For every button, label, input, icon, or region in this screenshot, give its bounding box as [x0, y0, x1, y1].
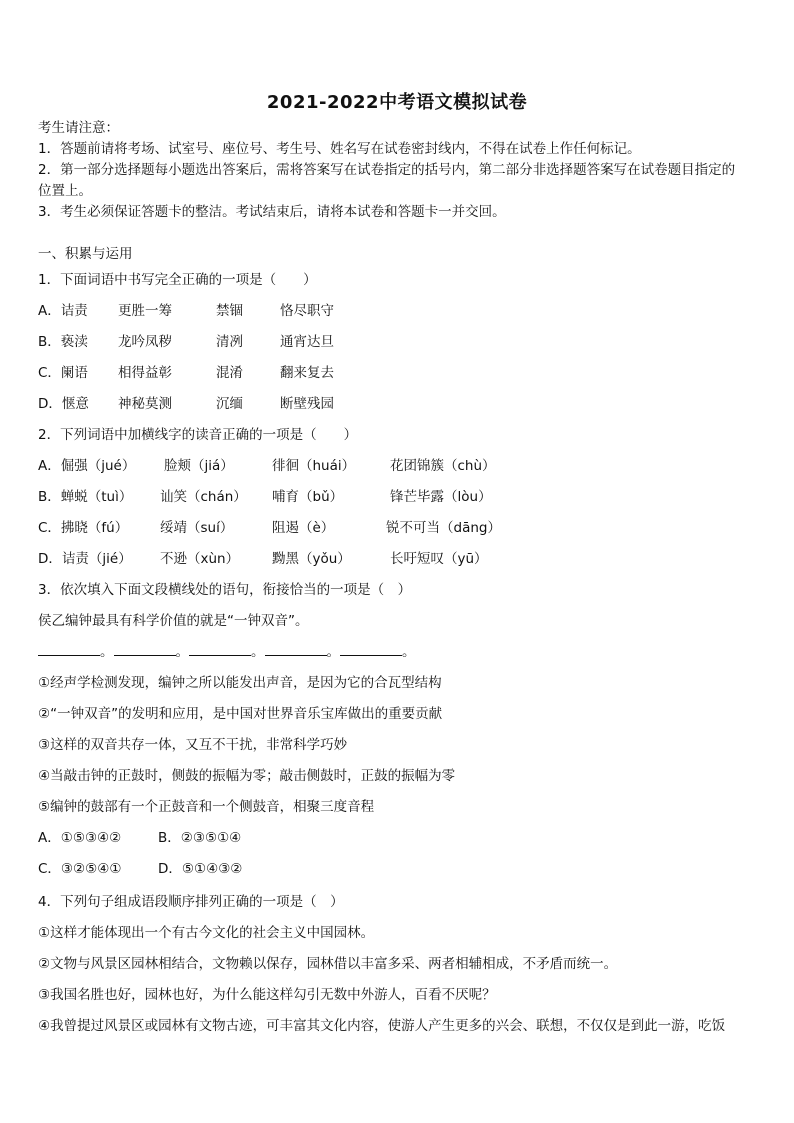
- q4-sentence: ②文物与风景区园林相结合，文物赖以保存，园林借以丰富多采、两者相辅相成，不矛盾而统一。: [38, 956, 618, 972]
- q3-sentence: ①经声学检测发现，编钟之所以能发出声音，是因为它的合瓦型结构: [38, 675, 442, 691]
- q1-word: 清冽: [216, 334, 243, 350]
- q1-word: 龙吟凤秽: [118, 334, 172, 350]
- q3-sentence: ③这样的双音共存一体，又互不干扰，非常科学巧妙: [38, 737, 348, 753]
- q4-sentence: ④我曾提过风景区或园林有文物古迹，可丰富其文化内容，使游人产生更多的兴会、联想，不仅仅是到此一游，吃饭: [38, 1018, 726, 1034]
- q3-blanks: 。 。 。 。 。: [38, 642, 416, 662]
- q2-word: 脸颊（jiá）: [164, 458, 234, 474]
- notice-item-2-cont: 位置上。: [38, 183, 92, 199]
- q4-stem: 4．下列句子组成语段顺序排列正确的一项是（ ）: [38, 894, 344, 910]
- fill-blank: [38, 643, 100, 656]
- q2-option-d: D．诘责（jié）: [38, 551, 132, 567]
- q3-stem: 3．依次填入下面文段横线处的语句，衔接恰当的一项是（ ）: [38, 582, 412, 598]
- q1-word: 沉缅: [216, 396, 243, 412]
- q2-option-a: A．倔强（jué）: [38, 458, 136, 474]
- q2-word: 锋芒毕露（lòu）: [390, 489, 492, 505]
- q2-word: 徘徊（huái）: [272, 458, 356, 474]
- q2-word: 不逊（xùn）: [160, 551, 240, 567]
- q3-option-d: D．⑤①④③②: [158, 861, 243, 877]
- q2-word: 阻遏（è）: [272, 520, 335, 536]
- notice-heading: 考生请注意：: [38, 120, 119, 136]
- q2-word: 长吁短叹（yū）: [390, 551, 488, 567]
- q3-option-b: B．②③⑤①④: [158, 830, 242, 846]
- q3-sentence: ②“一钟双音”的发明和应用，是中国对世界音乐宝库做出的重要贡献: [38, 706, 443, 722]
- q2-word: 黝黑（yǒu）: [272, 551, 351, 567]
- q3-sentence: ⑤编钟的鼓部有一个正鼓音和一个侧鼓音，相聚三度音程: [38, 799, 375, 815]
- q1-stem: 1．下面词语中书写完全正确的一项是（ ）: [38, 272, 317, 288]
- notice-item-1: 1．答题前请将考场、试室号、座位号、考生号、姓名写在试卷密封线内，不得在试卷上作任何标记。: [38, 141, 641, 157]
- q1-word: 通宵达旦: [280, 334, 334, 350]
- section-heading: 一、积累与运用: [38, 246, 133, 262]
- q3-option-a: A．①⑤③④②: [38, 830, 122, 846]
- fill-blank: [340, 643, 402, 656]
- q4-sentence: ①这样才能体现出一个有古今文化的社会主义中国园林。: [38, 925, 375, 941]
- q1-word: 恪尽职守: [280, 303, 334, 319]
- q1-word: 翻来复去: [280, 365, 334, 381]
- q2-option-c: C．拂晓（fú）: [38, 520, 129, 536]
- q2-stem: 2．下列词语中加横线字的读音正确的一项是（ ）: [38, 427, 358, 443]
- q1-word: 禁锢: [216, 303, 243, 319]
- q2-word: 花团锦簇（chù）: [390, 458, 496, 474]
- q1-word: 断壁残园: [280, 396, 334, 412]
- fill-blank: [265, 643, 327, 656]
- q1-option-a: A．诘责: [38, 303, 88, 319]
- q2-word: 绥靖（suí）: [160, 520, 234, 536]
- exam-title: 2021-2022中考语文模拟试卷: [266, 92, 528, 113]
- q2-word: 哺育（bǔ）: [272, 489, 344, 505]
- q3-sentence: ④当敲击钟的正鼓时，侧鼓的振幅为零；敲击侧鼓时，正鼓的振幅为零: [38, 768, 456, 784]
- q1-option-c: C．阑语: [38, 365, 88, 381]
- q3-intro: 侯乙编钟最具有科学价值的就是“一钟双音”。: [38, 613, 309, 629]
- q4-sentence: ③我国名胜也好，园林也好，为什么能这样勾引无数中外游人，百看不厌呢？: [38, 987, 496, 1003]
- fill-blank: [189, 643, 251, 656]
- q3-option-c: C．③②⑤④①: [38, 861, 122, 877]
- q1-option-b: B．亵渎: [38, 334, 88, 350]
- notice-item-3: 3．考生必须保证答题卡的整洁。考试结束后，请将本试卷和答题卡一并交回。: [38, 204, 506, 220]
- q2-option-b: B．蝉蜕（tuì）: [38, 489, 133, 505]
- q2-word: 锐不可当（dāng）: [386, 520, 501, 536]
- q1-option-d: D．惬意: [38, 396, 89, 412]
- q1-word: 神秘莫测: [118, 396, 172, 412]
- q1-word: 更胜一筹: [118, 303, 172, 319]
- fill-blank: [114, 643, 176, 656]
- q2-word: 讪笑（chán）: [160, 489, 247, 505]
- notice-item-2: 2．第一部分选择题每小题选出答案后，需将答案写在试卷指定的括号内，第二部分非选择题答案写在试卷题目指定的: [38, 162, 736, 178]
- q1-word: 混淆: [216, 365, 243, 381]
- q1-word: 相得益彰: [118, 365, 172, 381]
